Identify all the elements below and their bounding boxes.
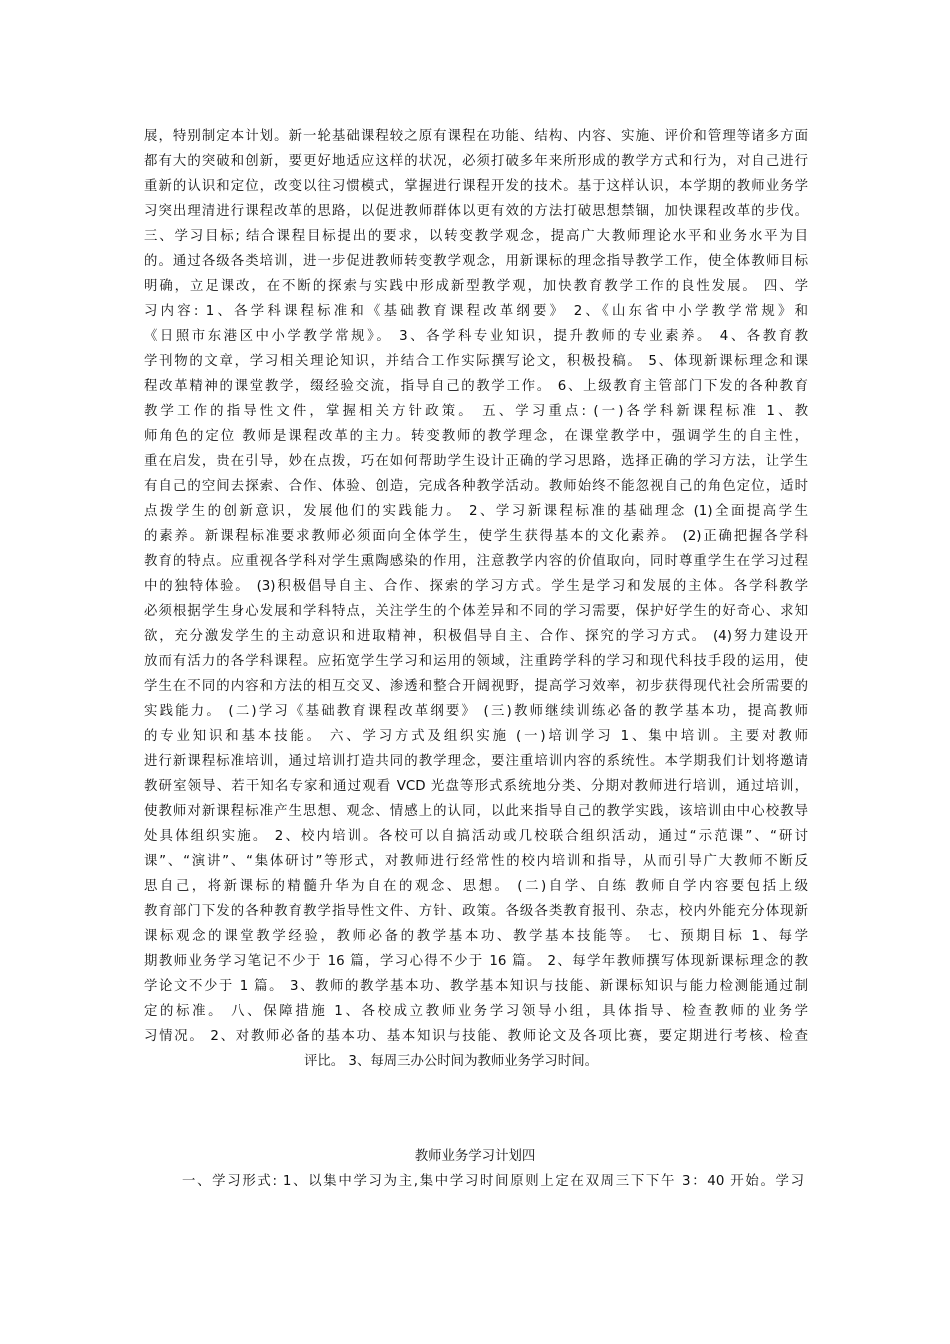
- paragraph-line: 评比。 3、每周三办公时间为教师业务学习时间。: [304, 1054, 598, 1069]
- paragraph-line: 重新的认识和定位，改变以往习惯模式，掌握进行课程开发的技术。基于这样认识，本学期的教师业务学: [144, 179, 808, 194]
- paragraph-line: 展，特别制定本计划。新一轮基础课程较之原有课程在功能、结构、内容、实施、评价和管理等诸多方面: [144, 129, 808, 144]
- paragraph-line: 教研室领导、若干知名专家和通过观看 VCD 光盘等形式系统地分类、分期对教师进行培训，通过培训，: [144, 779, 808, 794]
- paragraph-line: 三、学习目标; 结合课程目标提出的要求，以转变教学观念，提高广大教师理论水平和业务水平为目: [144, 229, 808, 244]
- paragraph-line: 必须根据学生身心发展和学科特点，关注学生的个体差异和不同的学习需要，保护好学生的好奇心、求知: [144, 604, 808, 619]
- paragraph-line: 《日照市东港区中小学教学常规》。 3、各学科专业知识，提升教师的专业素养。 4、各教育教: [144, 329, 808, 344]
- paragraph-line: 的。通过各级各类培训，进一步促进教师转变教学观念，用新课标的理念指导教学工作，使全体教师目标: [144, 254, 808, 269]
- paragraph-line: 学生在不同的内容和方法的相互交叉、渗透和整合开阔视野，提高学习效率，初步获得现代社会所需要的: [144, 679, 808, 694]
- paragraph-line: 处具体组织实施。 2、校内培训。各校可以自搞活动或几校联合组织活动，通过“示范课”、“研讨: [144, 829, 808, 844]
- paragraph-line: 欲，充分激发学生的主动意识和进取精神，积极倡导自主、合作、探究的学习方式。 (4)努力建设开: [144, 629, 808, 644]
- section-title: 教师业务学习计划四: [414, 1149, 536, 1164]
- paragraph-line: 放而有活力的各学科课程。应拓宽学生学习和运用的领域，注重跨学科的学习和现代科技手段的运用，使: [144, 654, 808, 669]
- paragraph-line: 程改革精神的课堂教学，缀经验交流，指导自己的教学工作。 6、上级教育主管部门下发的各种教育: [144, 379, 808, 394]
- document-body: [144, 124, 808, 1074]
- paragraph-line: 教学工作的指导性文件，掌握相关方针政策。 五、学习重点: (一)各学科新课程标准 1、教: [144, 404, 808, 419]
- paragraph-line: 都有大的突破和创新，要更好地适应这样的状况，必须打破多年来所形成的教学方式和行为，对自己进行: [144, 154, 808, 169]
- paragraph-line: 明确，立足课改，在不断的探索与实践中形成新型教学观，加快教育教学工作的良性发展。 四、学: [144, 279, 808, 294]
- paragraph-line: 师角色的定位 教师是课程改革的主力。转变教师的教学理念，在课堂教学中，强调学生的自主性，: [144, 429, 808, 444]
- paragraph-line: 学刊物的文章，学习相关理论知识，并结合工作实际撰写论文，积极投稿。 5、体现新课标理念和课: [144, 354, 808, 369]
- paragraph-line: 进行新课程标准培训，通过培训打造共同的教学理念，要注重培训内容的系统性。本学期我们计划将邀请: [144, 754, 808, 769]
- section-first-line: 一、学习形式: 1、以集中学习为主,集中学习时间原则上定在双周三下下午 3：40 开始。学习: [182, 1174, 804, 1189]
- paragraph-line: 的专业知识和基本技能。 六、学习方式及组织实施 (一)培训学习 1、集中培训。主要对教师: [144, 729, 808, 744]
- paragraph-line: 课”、“演讲”、“集体研讨”等形式，对教师进行经常性的校内培训和指导，从而引导广大教师不断反: [144, 854, 808, 869]
- paragraph-line: 习突出理清进行课程改革的思路，以促进教师群体以更有效的方法打破思想禁锢，加快课程改革的步伐。: [144, 204, 808, 219]
- paragraph-line: 的素养。新课程标准要求教师必须面向全体学生，使学生获得基本的文化素养。 (2)正确把握各学科: [144, 529, 808, 544]
- paragraph-line: 有自己的空间去探索、合作、体验、创造，完成各种教学活动。教师始终不能忽视自己的角色定位，适时: [144, 479, 808, 494]
- paragraph-line: 思自己，将新课标的精髓升华为自在的观念、思想。 (二)自学、自练 教师自学内容要包括上级: [144, 879, 808, 894]
- paragraph-line: 重在启发，贵在引导，妙在点拨，巧在如何帮助学生设计正确的学习思路，选择正确的学习方法，让学生: [144, 454, 808, 469]
- paragraph-line: 教育的特点。应重视各学科对学生熏陶感染的作用，注意教学内容的价值取向，同时尊重学生在学习过程: [144, 554, 808, 569]
- paragraph-line: 学论文不少于 1 篇。 3、教师的教学基本功、教学基本知识与技能、新课标知识与能力检测能通过制: [144, 979, 808, 994]
- paragraph-line: 点拨学生的创新意识，发展他们的实践能力。 2、学习新课程标准的基础理念 (1)全面提高学生: [144, 504, 808, 519]
- paragraph-line: 使教师对新课程标准产生思想、观念、情感上的认同，以此来指导自己的教学实践，该培训由中心校教导: [144, 804, 808, 819]
- paragraph-line: 教育部门下发的各种教育教学指导性文件、方针、政策。各级各类教育报刊、杂志，校内外能充分体现新: [144, 904, 808, 919]
- paragraph-line: 中的独特体验。 (3)积极倡导自主、合作、探索的学习方式。学生是学习和发展的主体。各学科教学: [144, 579, 808, 594]
- paragraph-line: 课标观念的课堂教学经验，教师必备的教学基本功、教学基本技能等。 七、预期目标 1、每学: [144, 929, 808, 944]
- paragraph-line: 习内容: 1、各学科课程标准和《基础教育课程改革纲要》 2、《山东省中小学教学常规》和: [144, 304, 808, 319]
- paragraph-line: 实践能力。 (二)学习《基础教育课程改革纲要》 (三)教师继续训练必备的教学基本功，提高教师: [144, 704, 808, 719]
- paragraph-line: 定的标准。 八、保障措施 1、各校成立教师业务学习领导小组，具体指导、检查教师的业务学: [144, 1004, 808, 1019]
- paragraph-line: 期教师业务学习笔记不少于 16 篇，学习心得不少于 16 篇。 2、每学年教师撰写体现新课标理念的教: [144, 954, 808, 969]
- paragraph-line: 习情况。 2、对教师必备的基本功、基本知识与技能、教师论文及各项比赛，要定期进行考核、检查: [144, 1029, 808, 1044]
